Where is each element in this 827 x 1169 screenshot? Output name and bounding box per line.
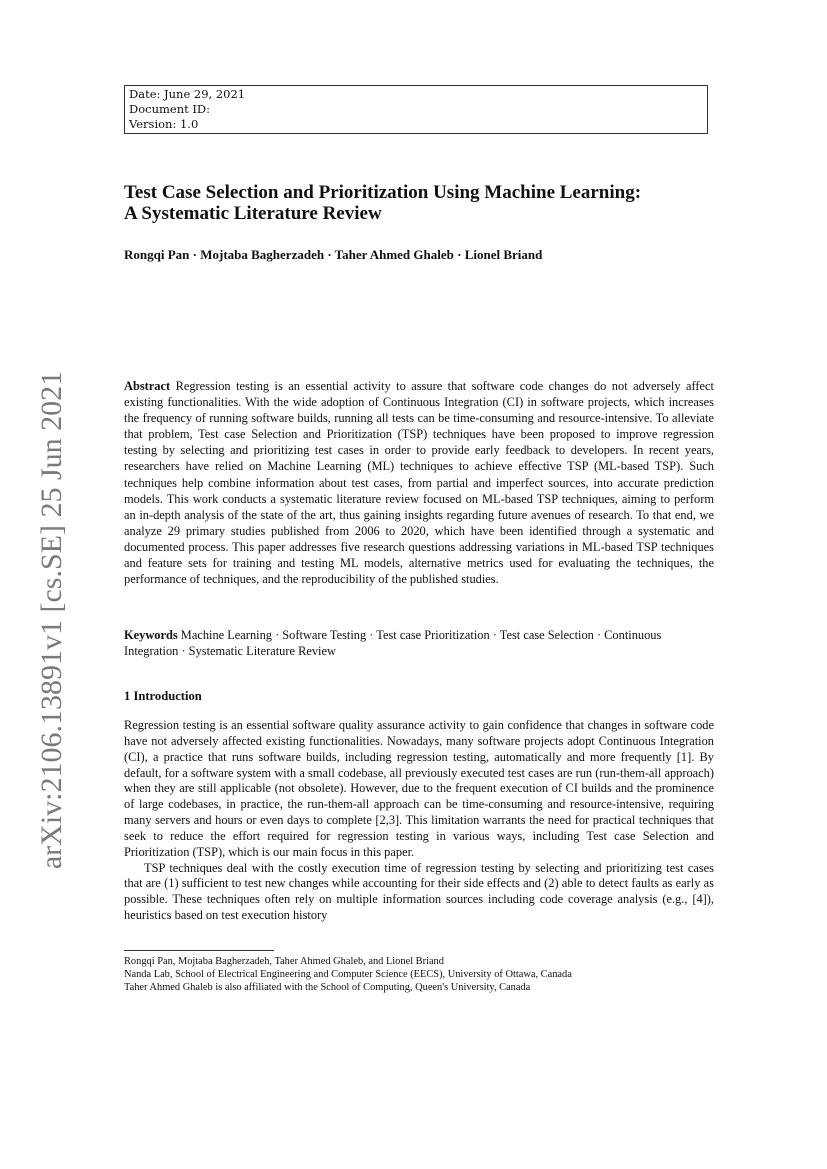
document-id-line: Document ID: [129, 102, 211, 116]
paper-title [124, 182, 724, 224]
footnotes [124, 955, 724, 994]
arxiv-identifier: arXiv:2106.13891v1 [cs.SE] 25 Jun 2021 [35, 370, 68, 870]
author-list: Rongqi Pan · Mojtaba Bagherzadeh · Taher Ahmed Ghaleb · Lionel Briand [124, 247, 543, 262]
footnote-affiliation: Nanda Lab, School of Electrical Engineering and Computer Science (EECS), University of Ottawa, Canada [124, 969, 572, 980]
document-info-box [124, 85, 708, 134]
date-line: Date: June 29, 2021 [129, 87, 246, 101]
introduction-body [124, 718, 714, 924]
abstract-text: Regression testing is an essential activity to assure that software code changes do not adversely affect existing functionalities. With the wide adoption of Continuous Integration (CI) in software projects, which increases the frequency of running software builds, running all tests can be time-consuming and resource-intensive. To alleviate that problem, Test case Selection and Prioritization (TSP) techniques have been proposed to improve regression testing by selecting and prioritizing test cases in order to provide early feedback to developers. In recent years, researchers have relied on Machine Learning (ML) techniques to achieve effective TSP (ML-based TSP). Such techniques help combine information about test cases, from partial and imperfect sources, into accurate prediction models. This work conducts a systematic literature review focused on ML-based TSP techniques, aiming to perform an in-depth analysis of the state of the art, thus gaining insights regarding future avenues of research. To that end, we analyze 29 primary studies published from 2006 to 2020, which have been identified through a systematic and documented process. This paper addresses five research questions addressing variations in ML-based TSP techniques and feature sets for training and testing ML models, alternative metrics used for evaluating the techniques, the performance of techniques, and the reproducibility of the published studies. [124, 379, 714, 587]
paragraph: TSP techniques deal with the costly execution time of regression testing by selecting and prioritizing test cases that are (1) sufficient to test new changes while accounting for their side effects and (2) able to detect faults as early as possible. These techniques often rely on multiple information sources including code coverage analysis (e.g., [4]), heuristics based on test execution history [124, 860, 714, 923]
title-line-2: A Systematic Literature Review [124, 203, 382, 224]
version-line: Version: 1.0 [129, 117, 199, 131]
footnote-authors: Rongqi Pan, Mojtaba Bagherzadeh, Taher Ahmed Ghaleb, and Lionel Briand [124, 956, 444, 967]
title-line-1: Test Case Selection and Prioritization Using Machine Learning: [124, 182, 642, 203]
abstract [124, 378, 714, 587]
abstract-label: Abstract [124, 379, 176, 393]
footnote-affiliation-2: Taher Ahmed Ghaleb is also affiliated with the School of Computing, Queen's University, Canada [124, 982, 531, 993]
section-heading: 1 Introduction [124, 689, 202, 703]
footnote-divider [124, 950, 274, 951]
keywords-text: Machine Learning · Software Testing · Test case Prioritization · Test case Selection · Continuous Integration · Systematic Literature Review [124, 628, 662, 658]
keywords-label: Keywords [124, 628, 181, 642]
paragraph: Regression testing is an essential software quality assurance activity to gain confidence that changes in software code have not adversely affected existing functionalities. Nowadays, many software projects adopt Continuous Integration (CI), a practice that runs software builds, including regression testing, automatically and more frequently [1]. By default, for a software system with a small codebase, all previously executed test cases are run (run-them-all approach) when they are still applicable (not obsolete). However, due to the frequent execution of CI builds and the prominence of large codebases, in practice, the run-them-all approach can be time-consuming and resource-intensive, requiring many servers and hours or even days to complete [2,3]. This limitation warrants the need for practical techniques that seek to reduce the effort required for regression testing in various ways, including Test case Selection and Prioritization (TSP), which is our main focus in this paper. [124, 718, 714, 859]
keywords [124, 627, 714, 659]
